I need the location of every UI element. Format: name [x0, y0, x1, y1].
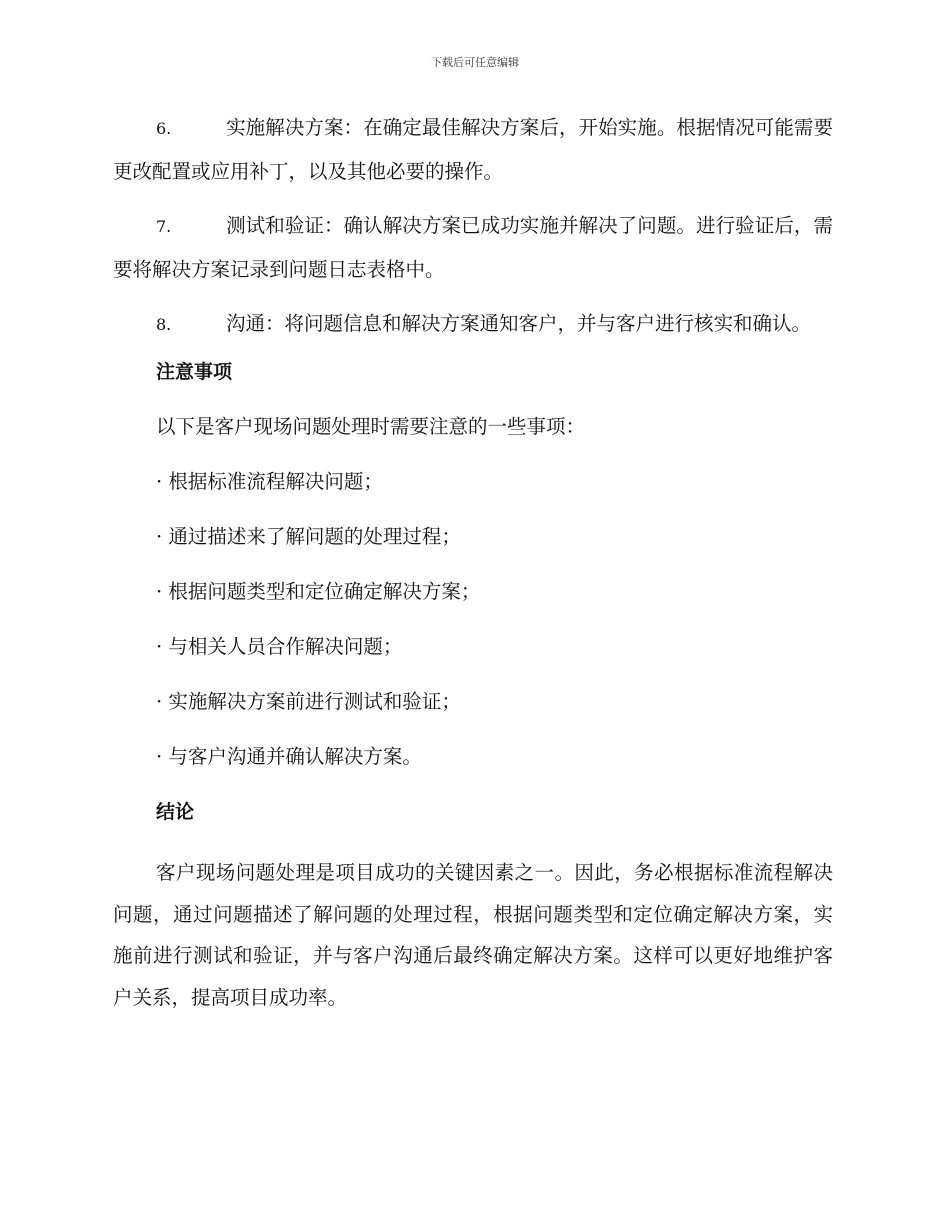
step-number: 8.	[156, 315, 172, 334]
step-text: 实施解决方案：在确定最佳解决方案后，开始实施。根据情况可能需要更改配置或应用补丁，以及其他必要的操作。	[113, 116, 833, 183]
page-content	[113, 106, 833, 1018]
page-header: 下载后可任意编辑	[431, 56, 519, 69]
note-item: · 通过描述来了解问题的处理过程；	[156, 525, 461, 548]
step-text: 测试和验证：确认解决方案已成功实施并解决了问题。进行验证后，需要将解决方案记录到问题日志表格中。	[113, 214, 833, 281]
note-item: · 根据标准流程解决问题；	[156, 470, 383, 493]
notes-intro: 以下是客户现场问题处理时需要注意的一些事项：	[156, 415, 586, 438]
note-item: · 根据问题类型和定位确定解决方案；	[156, 580, 481, 603]
notes-heading: 注意事项	[156, 361, 233, 383]
note-item: · 与相关人员合作解决问题；	[156, 635, 403, 658]
step-8	[113, 302, 833, 346]
step-7	[113, 204, 833, 291]
step-text: 沟通：将问题信息和解决方案通知客户，并与客户进行核实和确认。	[226, 312, 812, 335]
step-6	[113, 106, 833, 193]
note-item: · 实施解决方案前进行测试和验证；	[156, 690, 461, 713]
note-item: · 与客户沟通并确认解决方案。	[156, 745, 422, 768]
conclusion-heading: 结论	[156, 801, 195, 823]
step-number: 6.	[156, 119, 172, 138]
step-number: 7.	[156, 217, 172, 236]
conclusion-text: 客户现场问题处理是项目成功的关键因素之一。因此，务必根据标准流程解决问题，通过问题描述了解问题的处理过程，根据问题类型和定位确定解决方案，实施前进行测试和验证，并与客户沟通后最终确定解决方案。这样可以更好地维护客户关系，提高项目成功率。	[113, 861, 833, 1009]
